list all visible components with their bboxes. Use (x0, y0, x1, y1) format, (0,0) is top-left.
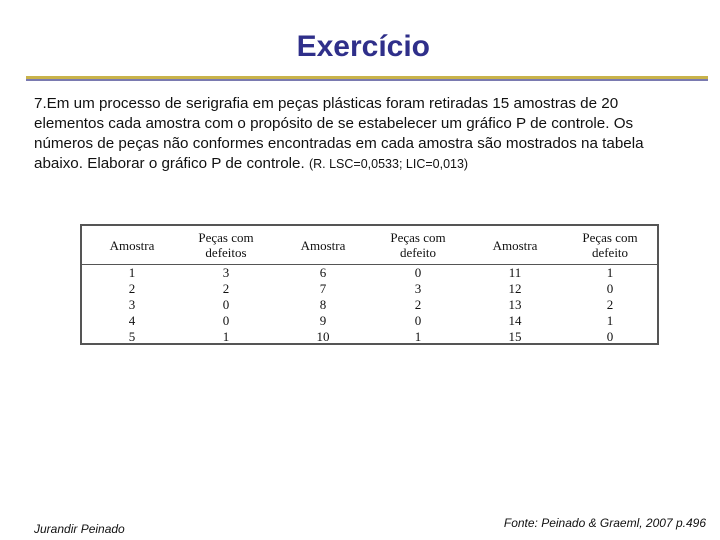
table-cell: 3 (414, 281, 422, 296)
column-header: Peças com defeito (582, 230, 638, 260)
exercise-answer: (R. LSC=0,0533; LIC=0,013) (308, 157, 469, 171)
exercise-statement (34, 94, 684, 174)
table-column-amostra-2 (283, 226, 363, 343)
table-cell: 0 (606, 329, 614, 344)
table-cell: 12 (508, 281, 522, 296)
table-column-amostra-3 (475, 226, 555, 343)
table-cell: 2 (606, 297, 614, 312)
table-cell: 8 (319, 297, 327, 312)
column-header: Peças com defeitos (198, 230, 254, 260)
author-credit: Jurandir Peinado (34, 522, 125, 536)
table-cell: 5 (128, 329, 136, 344)
table-cell: 14 (508, 313, 522, 328)
table-cell: 0 (414, 265, 422, 280)
column-header: Amostra (492, 237, 538, 253)
data-table (80, 224, 659, 345)
table-column-defeitos-1 (186, 226, 266, 343)
table-cell: 2 (222, 281, 230, 296)
table-cell: 1 (606, 313, 614, 328)
table-cell: 11 (508, 265, 522, 280)
table-cell: 6 (319, 265, 327, 280)
table-cell: 3 (128, 297, 136, 312)
table-cell: 4 (128, 313, 136, 328)
title-underline (26, 76, 708, 81)
page-title: Exercício (296, 30, 430, 63)
table-cell: 10 (316, 329, 330, 344)
table-column-defeito-3 (570, 226, 650, 343)
table-cell: 3 (222, 265, 230, 280)
column-header: Amostra (109, 237, 155, 253)
title-underline-blue (26, 79, 708, 81)
table-cell: 0 (606, 281, 614, 296)
table-cell: 9 (319, 313, 327, 328)
source-citation: Fonte: Peinado & Graeml, 2007 p.496 (503, 516, 706, 530)
table-cell: 1 (414, 329, 422, 344)
table-cell: 0 (222, 297, 230, 312)
table-cell: 1 (222, 329, 230, 344)
table-cell: 15 (508, 329, 522, 344)
table-cell: 1 (128, 265, 136, 280)
column-header: Peças com defeito (390, 230, 446, 260)
table-cell: 1 (606, 265, 614, 280)
column-header: Amostra (300, 237, 346, 253)
table-cell: 0 (414, 313, 422, 328)
table-cell: 0 (222, 313, 230, 328)
table-cell: 7 (319, 281, 327, 296)
exercise-text: 7.Em um processo de serigrafia em peças plásticas foram retiradas 15 amostras de 20 elementos cada amostra com o propósito de se estabelecer um gráfico P de controle. Os números de peças não conformes encontradas em cada amostra são mostrados na tabela abaixo. Elaborar o gráfico P de controle. (34, 95, 644, 172)
table-column-amostra-1 (92, 226, 172, 343)
table-column-defeito-2 (378, 226, 458, 343)
table-cell: 13 (508, 297, 522, 312)
table-cell: 2 (414, 297, 422, 312)
table-cell: 2 (128, 281, 136, 296)
